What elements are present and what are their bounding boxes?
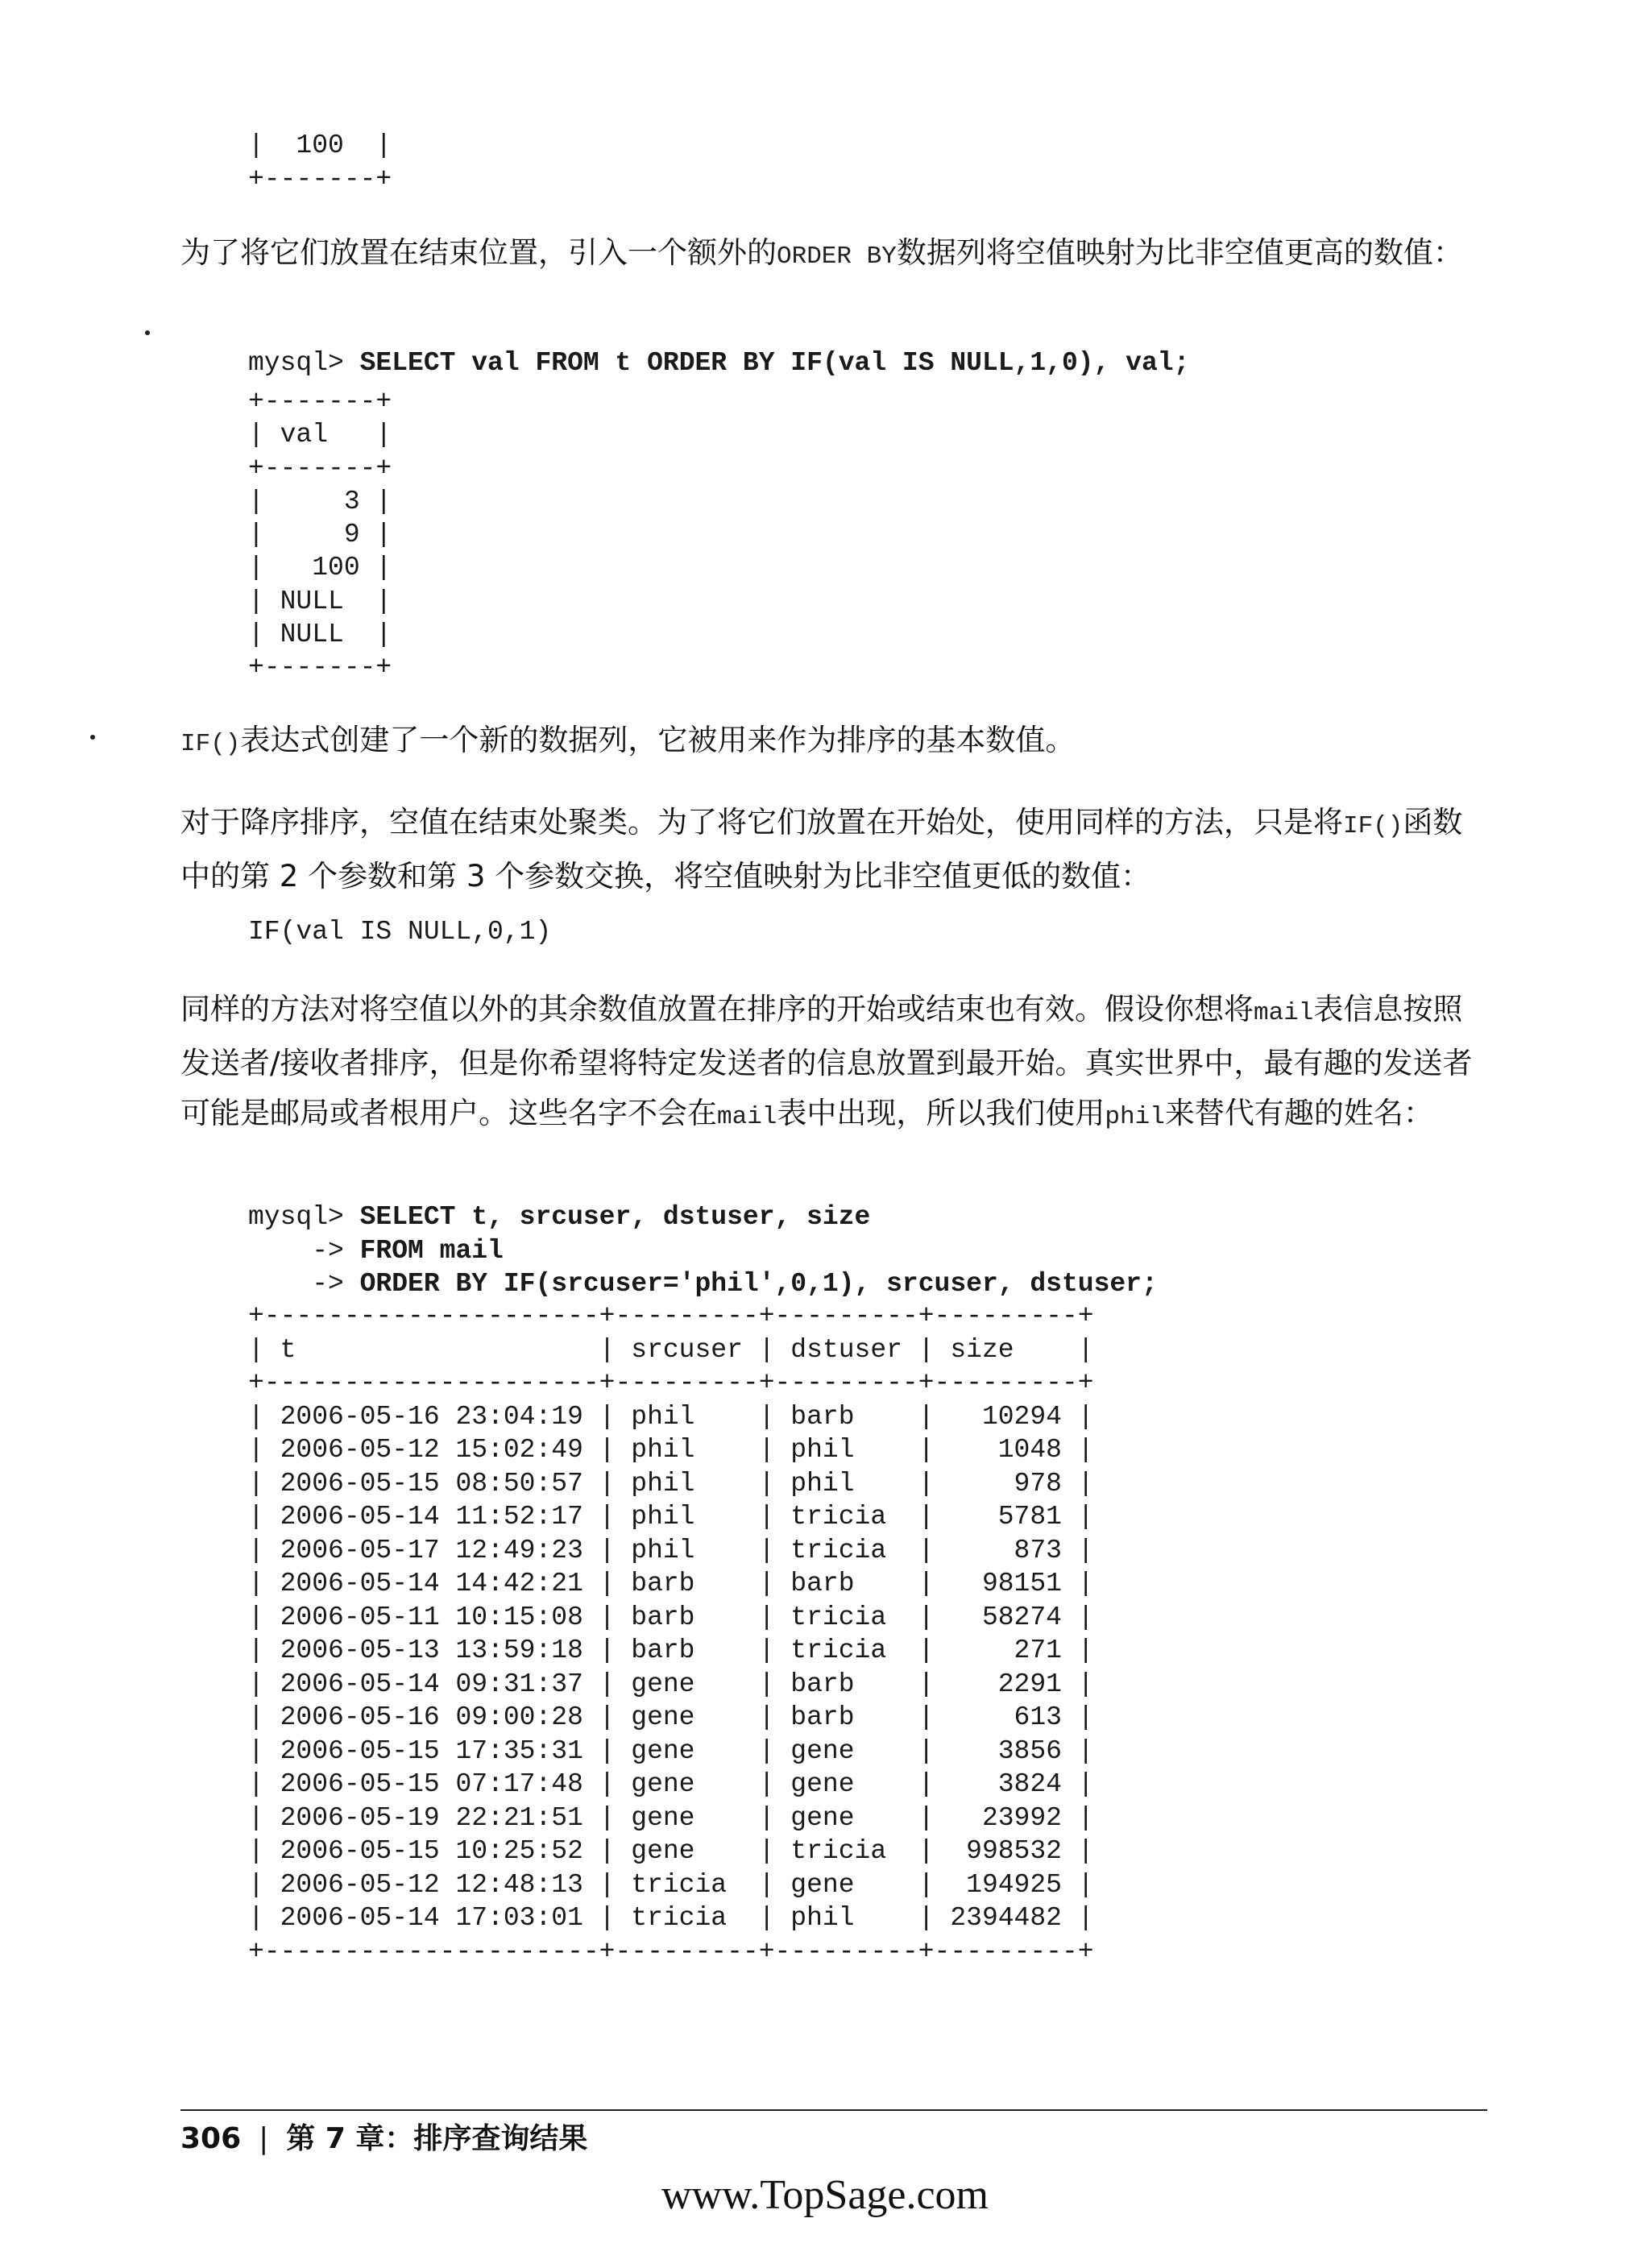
watermark-url: www.TopSage.com <box>661 2172 989 2218</box>
sql-query-2 <box>248 1200 1158 1301</box>
scan-speck <box>145 330 150 335</box>
scan-speck <box>90 735 95 740</box>
para3-text-b: 函数中的第 2 个参数和第 3 个参数交换，将空值映射为比非空值更低的数值： <box>180 805 1463 894</box>
para4-code-mail-1: mail <box>1254 999 1314 1027</box>
para4-text-d: 来替代有趣的姓名： <box>1164 1096 1433 1130</box>
para4-text-a: 同样的方法对将空值以外的其余数值放置在排序的开始或结束也有效。假设你想将 <box>180 992 1254 1026</box>
para1-text-b: 数据列将空值映射为比非空值更高的数值： <box>896 235 1463 270</box>
para3-text-a: 对于降序排序，空值在结束处聚类。为了将它们放置在开始处，使用同样的方法，只是将 <box>180 805 1343 840</box>
mysql-prompt: mysql> <box>248 1202 360 1232</box>
continuation-prompt: -> <box>248 1235 360 1266</box>
para4-code-phil: phil <box>1105 1103 1165 1131</box>
page-number: 306 <box>180 2122 242 2155</box>
paragraph-null-last-intro <box>180 228 1474 282</box>
para2-text: 表达式创建了一个新的数据列，它被用来作为排序的基本数值。 <box>240 723 1076 757</box>
result-table-mail: +---------------------+---------+---------+---------+ | t | srcuser | dstuser | size | +---------------------+---------+---------+---------+ | 2006-05-16 23:04:19 | phil | barb | 10294 | | 2006-05-12 15:02:49 | phil | phil | 1048 | | 2006-05-15 08:50:57 | phil | phil | 978 | | 2006-05-14 11:52:17 | phil | tricia | 5781 | | 2006-05-17 12:49:23 | phil | tricia | 873 | | 2006-05-14 14:42:21 | barb | barb | 98151 | | 2006-05-11 10:15:08 | barb | tricia | 58274 | | 2006-05-13 13:59:18 | barb | tricia | 271 | | 2006-05-14 09:31:37 | gene | barb | 2291 | | 2006-05-16 09:00:28 | gene | barb | 613 | | 2006-05-15 17:35:31 | gene | gene | 3856 | | 2006-05-15 07:17:48 | gene | gene | 3824 | | 2006-05-19 22:21:51 | gene | gene | 23992 | | 2006-05-15 10:25:52 | gene | tricia | 998532 | | 2006-05-12 12:48:13 | tricia | gene | 194925 | | 2006-05-14 17:03:01 | tricia | phil | 2394482 | +---------------------+---------+---------+---------+ <box>248 1301 1094 1967</box>
sql-line-select: SELECT t, srcuser, dstuser, size <box>359 1202 871 1232</box>
para4-text-c: 表中出现，所以我们使用 <box>777 1096 1105 1130</box>
para1-code-order-by: ORDER BY <box>777 243 897 271</box>
chapter-title: 第 7 章：排序查询结果 <box>286 2122 588 2155</box>
code-snippet-if: IF(val IS NULL,0,1) <box>248 917 552 947</box>
result-table-val: +-------+ | val | +-------+ | 3 | | 9 | | 100 | | NULL | | NULL | +-------+ <box>248 387 392 683</box>
para2-code-if: IF() <box>180 730 241 758</box>
para1-text-a: 为了将它们放置在结束位置，引入一个额外的 <box>180 235 777 270</box>
continuation-prompt: -> <box>248 1269 360 1299</box>
previous-result-table-tail: | 100 | +-------+ <box>248 131 392 194</box>
para3-code-if: IF() <box>1343 812 1403 840</box>
para4-text-b: 表信息按照发送者/接收者排序，但是你希望将特定发送者的信息放置到最开始。真实世界中，最有趣的发送者可能是邮局或者根用户。这些名字不会在 <box>180 992 1473 1130</box>
paragraph-if-expression <box>180 715 1474 769</box>
page-footer <box>180 2116 587 2157</box>
mysql-prompt: mysql> <box>248 348 360 378</box>
para4-code-mail-2: mail <box>717 1103 777 1131</box>
sql-statement: SELECT val FROM t ORDER BY IF(val IS NULL,1,0), val; <box>359 348 1190 378</box>
sql-query-1 <box>248 346 1189 380</box>
sql-line-from: FROM mail <box>359 1235 504 1266</box>
sql-line-order-by: ORDER BY IF(srcuser='phil',0,1), srcuser, dstuser; <box>359 1269 1158 1299</box>
paragraph-descending-sort <box>180 798 1474 902</box>
paragraph-mail-example <box>180 985 1474 1142</box>
footer-rule <box>180 2109 1487 2111</box>
footer-separator: | <box>259 2122 269 2155</box>
